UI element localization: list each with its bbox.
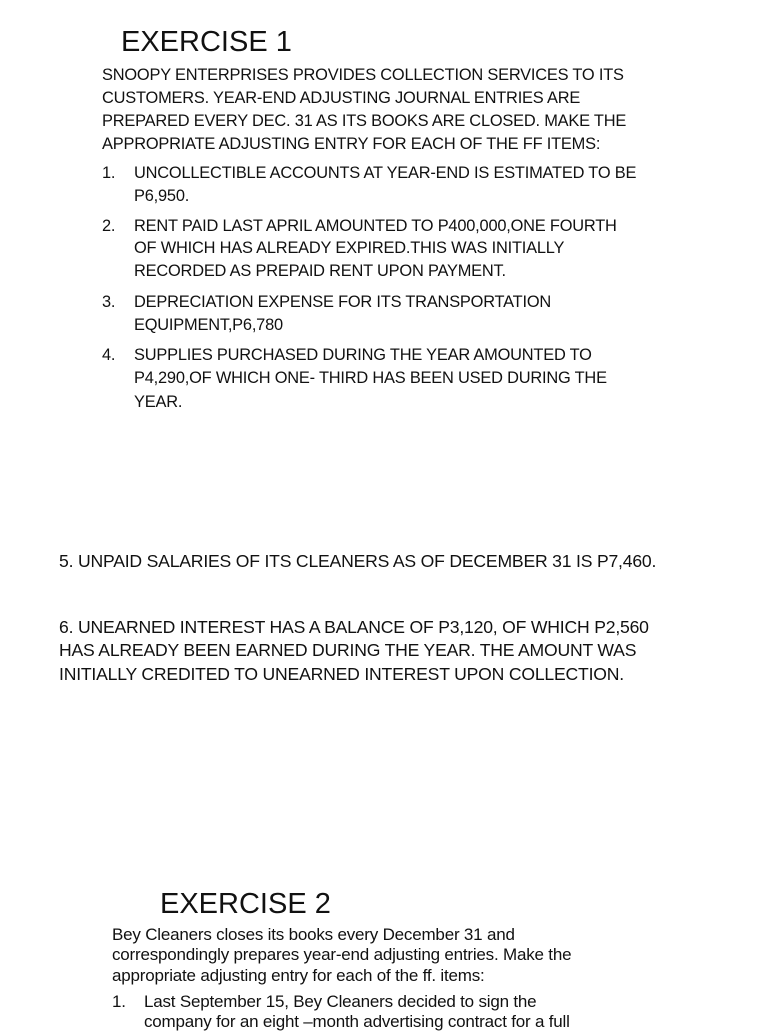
text-line: correspondingly prepares year-end adjusting entries. Make the <box>112 945 572 964</box>
text-line: SNOOPY ENTERPRISES PROVIDES COLLECTION SERVICES TO ITS <box>102 66 624 84</box>
list-item-line: P6,950. <box>134 187 190 205</box>
list-item-line: DEPRECIATION EXPENSE FOR ITS TRANSPORTATION <box>134 293 552 311</box>
text-line: appropriate adjusting entry for each of the ff. items: <box>112 966 485 985</box>
text-line: PREPARED EVERY DEC. 31 AS ITS BOOKS ARE CLOSED. MAKE THE <box>102 112 627 130</box>
list-item-line: YEAR. <box>134 393 183 411</box>
list-item-line: RENT PAID LAST APRIL AMOUNTED TO P400,000,ONE FOURTH <box>134 217 617 235</box>
list-number: 4. <box>102 346 116 364</box>
list-number: 3. <box>102 293 116 311</box>
text-line: INITIALLY CREDITED TO UNEARNED INTEREST UPON COLLECTION. <box>59 664 624 684</box>
text-line: Bey Cleaners closes its books every December 31 and <box>112 925 515 944</box>
text-line: APPROPRIATE ADJUSTING ENTRY FOR EACH OF THE FF ITEMS: <box>102 135 601 153</box>
list-item-line: EQUIPMENT,P6,780 <box>134 316 283 334</box>
list-item-line: company for an eight –month advertising contract for a full <box>144 1012 570 1031</box>
list-item-line: Last September 15, Bey Cleaners decided to sign the <box>144 992 537 1011</box>
exercise-1-title: EXERCISE 1 <box>121 26 292 58</box>
text-line: 6. UNEARNED INTEREST HAS A BALANCE OF P3,120, OF WHICH P2,560 <box>59 617 649 637</box>
item-5: 5. UNPAID SALARIES OF ITS CLEANERS AS OF DECEMBER 31 IS P7,460. <box>59 551 657 571</box>
list-number: 1. <box>102 164 116 182</box>
list-number: 2. <box>102 217 116 235</box>
list-item-line: SUPPLIES PURCHASED DURING THE YEAR AMOUNTED TO <box>134 346 592 364</box>
exercise-2-title: EXERCISE 2 <box>160 888 331 920</box>
list-item-line: OF WHICH HAS ALREADY EXPIRED.THIS WAS INITIALLY <box>134 239 565 257</box>
list-item-line: RECORDED AS PREPAID RENT UPON PAYMENT. <box>134 262 506 280</box>
list-item-line: UNCOLLECTIBLE ACCOUNTS AT YEAR-END IS ESTIMATED TO BE <box>134 164 637 182</box>
list-number: 1. <box>112 992 126 1011</box>
list-item-line: P4,290,OF WHICH ONE- THIRD HAS BEEN USED DURING THE <box>134 369 607 387</box>
text-line: HAS ALREADY BEEN EARNED DURING THE YEAR. THE AMOUNT WAS <box>59 640 637 660</box>
text-line: CUSTOMERS. YEAR-END ADJUSTING JOURNAL ENTRIES ARE <box>102 89 581 107</box>
